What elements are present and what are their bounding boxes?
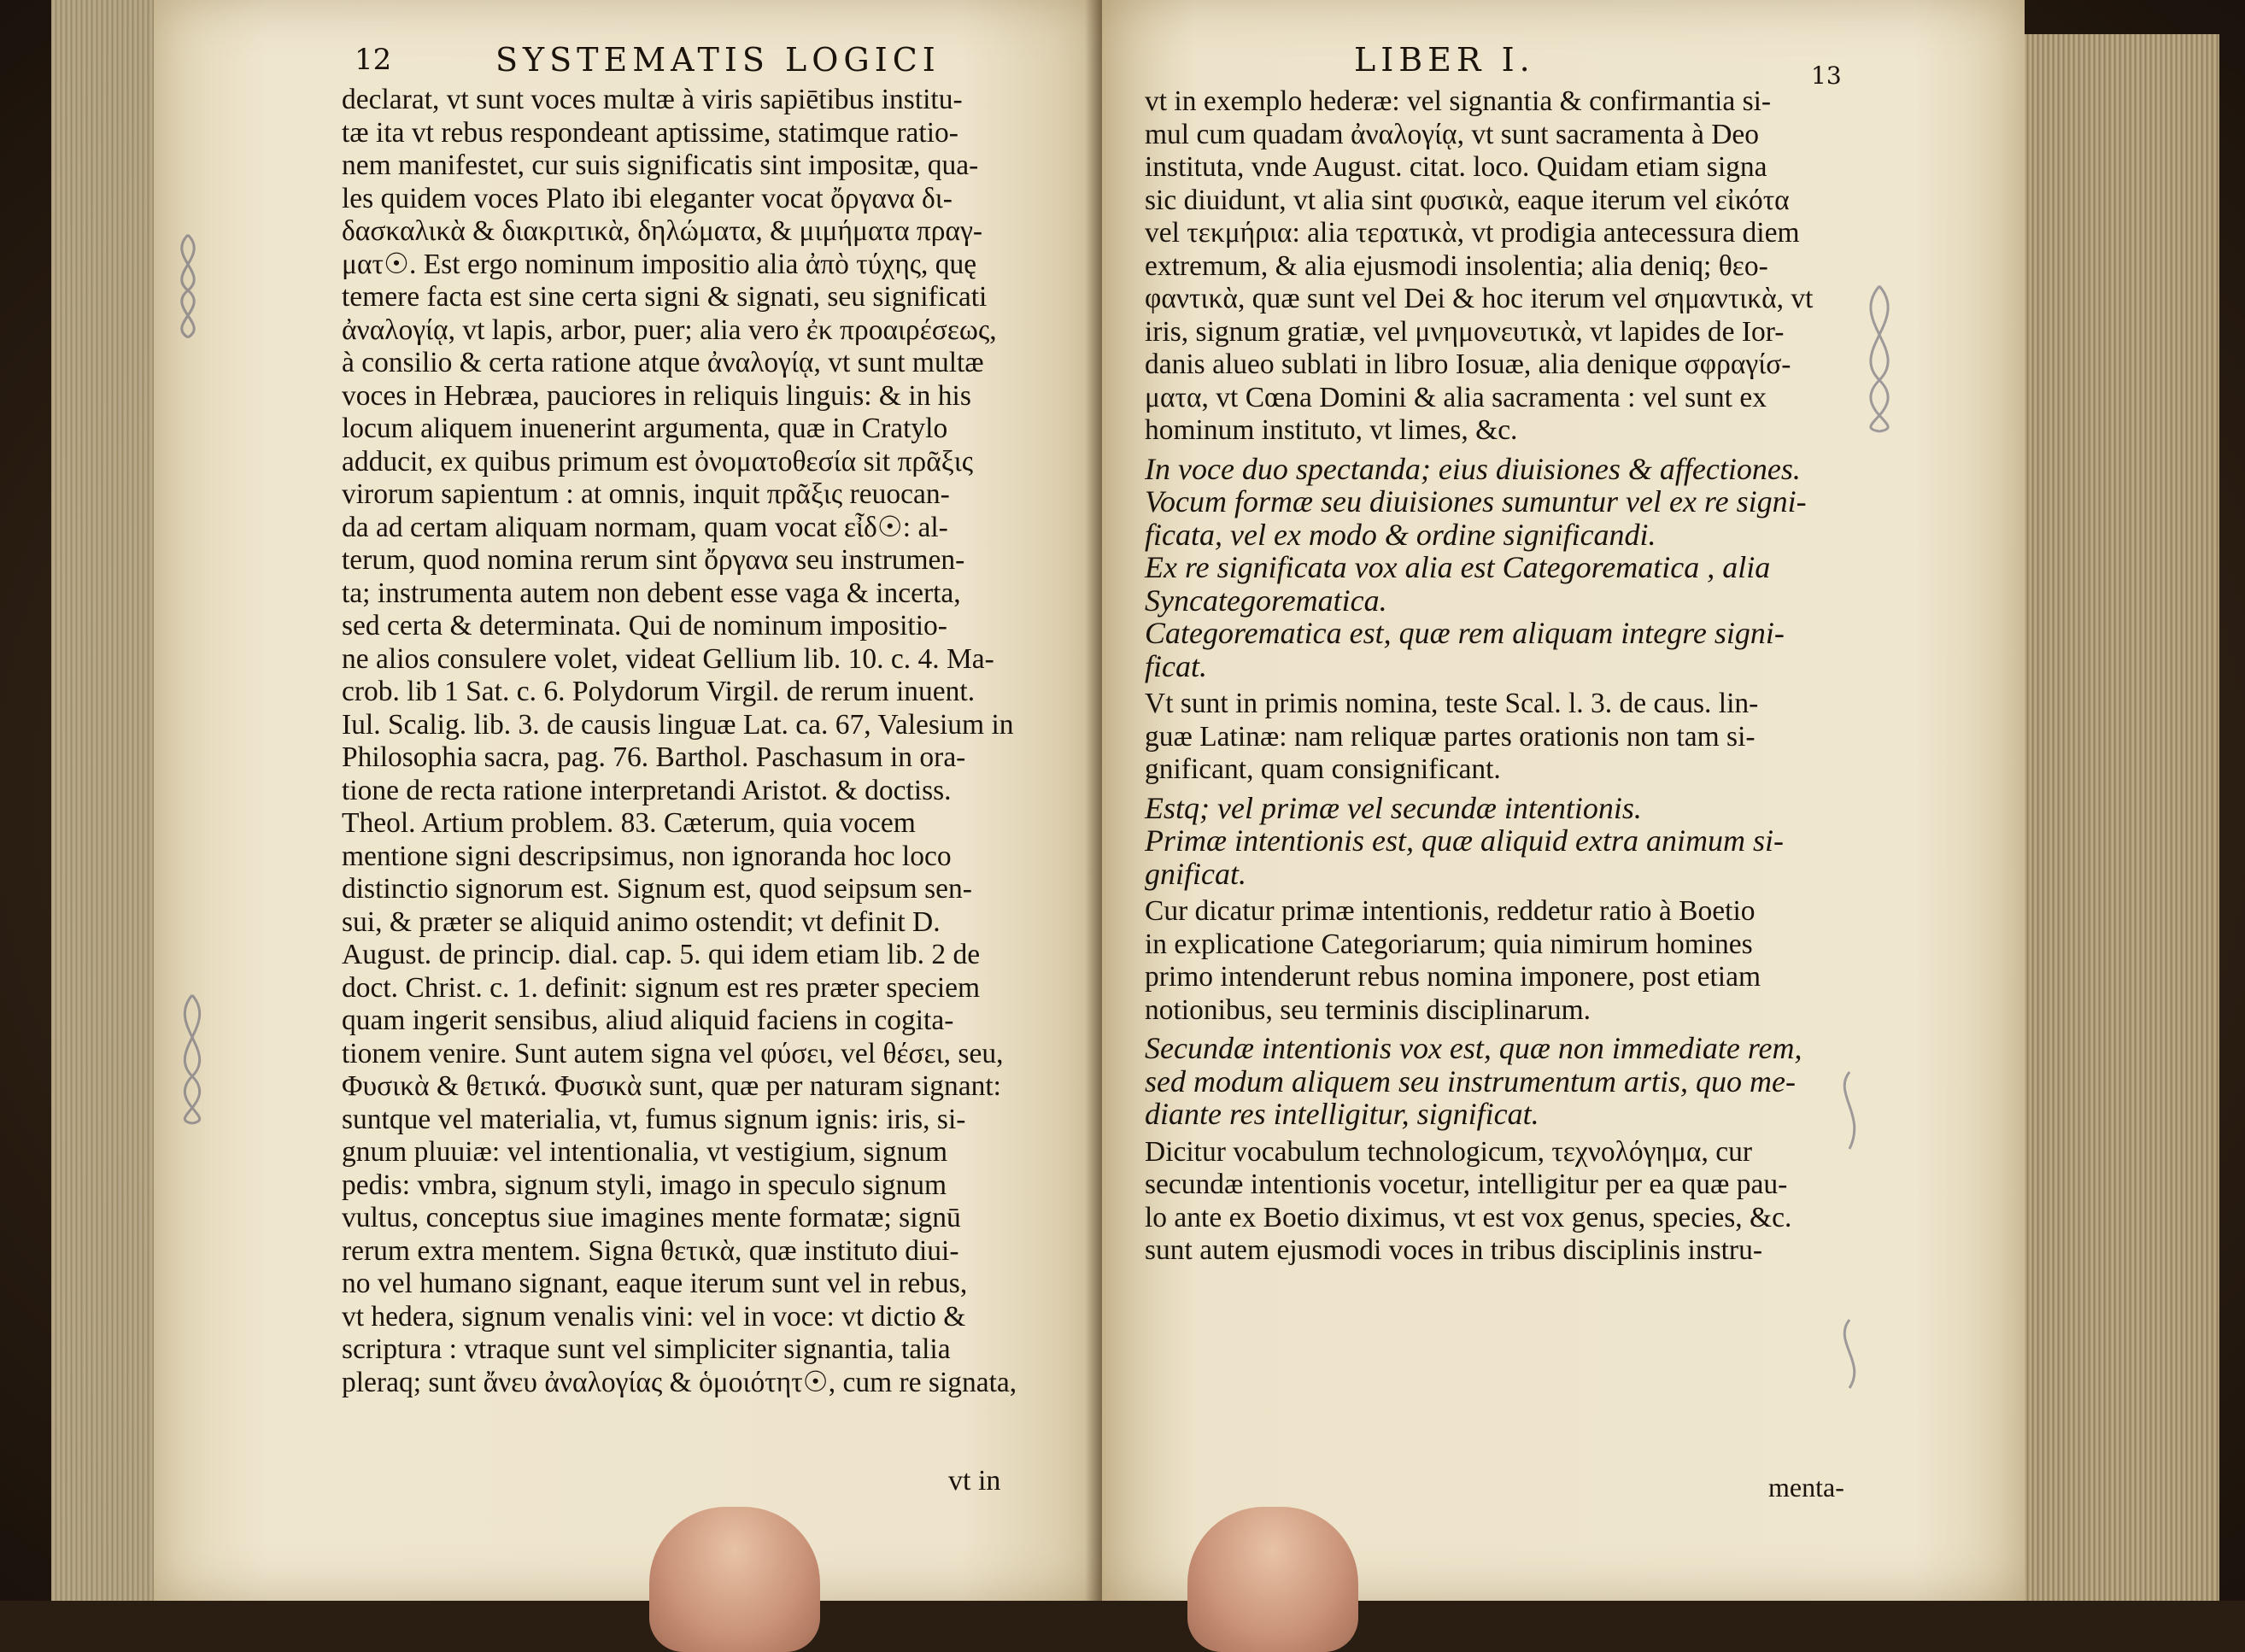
right-catchword: menta- (1768, 1472, 1844, 1503)
margin-doodle-right-mid (1828, 1068, 1871, 1153)
left-page-number: 12 (355, 43, 392, 77)
right-text-line: Ex re significata vox alia est Categorematica , alia (1145, 550, 1771, 584)
right-text-line: sic diuidunt, vt alia sint φυσικὰ, eaque iterum vel εἰκότα (1145, 184, 1790, 216)
left-text-line: adducit, ex quibus primum est ὀνοματοθεσία sit πρᾶξις (342, 445, 974, 477)
right-page (1102, 0, 2025, 1601)
right-text-line: sed modum aliquem seu instrumentum artis, quo me- (1145, 1063, 1796, 1098)
right-running-head: LIBER I. (1354, 41, 1535, 79)
left-text-line: ἀναλογίᾳ, vt lapis, arbor, puer; alia vero ἐκ προαιρέσεως, (342, 313, 997, 346)
left-text-line: distinctio signorum est. Signum est, quod seipsum sen- (342, 873, 972, 905)
left-text-line: pleraq; sunt ἄνευ ἀναλογίας & ὁμοιότητ☉, cum re signata, (342, 1366, 1017, 1398)
left-text-line: scriptura : vtraque sunt vel simpliciter signantia, talia (342, 1333, 951, 1365)
left-page (154, 0, 1102, 1601)
left-text-line: δασκαλικὰ & διακριτικὰ, δηλώματα, & μιμήματα πραγ- (342, 215, 983, 247)
left-text-line: voces in Hebræa, pauciores in reliquis linguis: & in his (342, 379, 971, 412)
margin-doodle-left-top (162, 231, 214, 342)
left-text-line: gnum pluuiæ: vel intentionalia, vt vestigium, signum (342, 1136, 948, 1168)
right-text-line: Dicitur vocabulum technologicum, τεχνολόγημα, cur (1145, 1135, 1752, 1168)
left-text-line: pedis: vmbra, signum styli, imago in speculo signum (342, 1169, 947, 1201)
margin-doodle-left-bottom (162, 991, 222, 1128)
right-text-line: guæ Latinæ: nam reliquæ partes orationis non tam si- (1145, 720, 1756, 753)
right-text-line: In voce duo spectanda; eius diuisiones & affectiones. (1145, 451, 1801, 486)
right-text-line: vel τεκμήρια: alia τερατικὰ, vt prodigia antecessura diem (1145, 217, 1800, 249)
left-text-line: Theol. Artium problem. 83. Cæterum, quia vocem (342, 807, 916, 839)
left-text-line: locum aliquem inuenerint argumenta, quæ in Cratylo (342, 413, 948, 444)
right-text-line: ficata, vel ex modo & ordine significandi. (1145, 517, 1656, 552)
left-text-line: da ad certam aliquam normam, quam vocat εἶδ☉: al- (342, 511, 948, 543)
left-text-line: Iul. Scalig. lib. 3. de causis linguæ Lat. ca. 67, Valesium in (342, 708, 1014, 741)
right-text-line: extremum, & alia ejusmodi insolentia; alia deniq; θεο- (1145, 249, 1768, 282)
left-text-line: Philosophia sacra, pag. 76. Barthol. Paschasum in ora- (342, 741, 966, 773)
left-text-line: nem manifestet, cur suis significatis sint impositæ, qua- (342, 149, 979, 181)
right-text-line: Vocum formæ seu diuisiones sumuntur vel ex re signi- (1145, 484, 1807, 518)
left-text-line: mentione signi descripsimus, non ignoranda hoc loco (342, 840, 952, 872)
left-text-line: les quidem voces Plato ibi eleganter vocat ὄργανα δι- (342, 182, 953, 214)
right-text-line: Primæ intentionis est, quæ aliquid extra animum si- (1145, 823, 1784, 858)
left-text-line: doct. Christ. c. 1. definit: signum est res præter speciem (342, 971, 981, 1004)
right-text-line: lo ante ex Boetio diximus, vt est vox genus, species, &c. (1145, 1201, 1792, 1233)
left-text-line: sui, & præter se aliquid animo ostendit; vt definit D. (342, 905, 941, 938)
left-text-line: suntque vel materialia, vt, fumus signum ignis: iris, si- (342, 1103, 966, 1135)
right-text-line: gnificat. (1145, 856, 1246, 891)
right-text-line: Estq; vel primæ vel secundæ intentionis. (1145, 790, 1642, 825)
left-text-line: declarat, vt sunt voces multæ à viris sapiētibus institu- (342, 84, 963, 115)
left-text-line: ta; instrumenta autem non debent esse vaga & incerta, (342, 577, 961, 609)
left-text-line: August. de princip. dial. cap. 5. qui idem etiam lib. 2 de (342, 939, 981, 970)
right-body-text (1145, 85, 1813, 1268)
right-text-line: Syncategorematica. (1145, 583, 1387, 618)
right-text-line: secundæ intentionis vocetur, intelligitur per ea quæ pau- (1145, 1169, 1788, 1200)
right-page-number: 13 (1811, 62, 1842, 90)
left-text-line: tione de recta ratione interpretandi Aristot. & doctiss. (342, 774, 952, 806)
left-text-line: no vel humano signant, eaque iterum sunt vel in rebus, (342, 1268, 968, 1299)
right-text-line: iris, signum gratiæ, vel μνημονευτικὰ, vt lapides de Ior- (1145, 315, 1785, 348)
left-text-line: ματ☉. Est ergo nominum impositio alia ἀπὸ τύχης, quę (342, 248, 977, 280)
right-text-line: gnificant, quam consignificant. (1145, 753, 1501, 785)
left-text-line: ne alios consulere volet, videat Gellium lib. 10. c. 4. Ma- (342, 642, 994, 675)
margin-doodle-right-top (1845, 282, 1914, 436)
right-text-line: hominum instituto, vt limes, &c. (1145, 414, 1518, 446)
left-text-line: vultus, conceptus siue imagines mente formatæ; signū (342, 1202, 961, 1233)
left-catchword: vt in (948, 1465, 1001, 1497)
left-running-head: SYSTEMATIS LOGICI (495, 41, 941, 79)
right-text-line: Vt sunt in primis nomina, teste Scal. l. 3. de caus. lin- (1145, 688, 1759, 719)
right-text-line: φαντικὰ, quæ sunt vel Dei & hoc iterum vel σημαντικὰ, vt (1145, 283, 1814, 314)
left-text-line: crob. lib 1 Sat. c. 6. Polydorum Virgil. de rerum inuent. (342, 676, 976, 707)
right-text-line: ficat. (1145, 648, 1207, 683)
left-text-line: vt hedera, signum venalis vini: vel in voce: vt dictio & (342, 1300, 966, 1333)
right-text-line: danis alueo sublati in libro Iosuæ, alia denique σφραγίσ- (1145, 349, 1791, 380)
right-page-edges (2023, 34, 2219, 1601)
right-text-line: in explicatione Categoriarum; quia nimirum homines (1145, 928, 1753, 960)
right-text-line: instituta, vnde August. citat. loco. Quidam etiam signa (1145, 151, 1767, 183)
left-text-line: quam ingerit sensibus, aliud aliquid faciens in cogita- (342, 1005, 954, 1036)
right-text-line: Categorematica est, quæ rem aliquam integre signi- (1145, 616, 1785, 650)
left-text-line: terum, quod nomina rerum sint ὄργανα seu instrumen- (342, 544, 965, 576)
right-text-line: sunt autem ejusmodi voces in tribus disciplinis instru- (1145, 1234, 1762, 1266)
left-text-line: virorum sapientum : at omnis, inquit πρᾶξις reuocan- (342, 478, 950, 510)
left-body-text (342, 84, 1017, 1399)
right-text-line: Secundæ intentionis vox est, quæ non immediate rem, (1145, 1031, 1802, 1065)
left-text-line: à consilio & certa ratione atque ἀναλογίᾳ, vt sunt multæ (342, 347, 984, 378)
left-text-line: Φυσικὰ & θετικά. Φυσικὰ sunt, quæ per naturam signant: (342, 1070, 1001, 1102)
margin-doodle-right-bottom (1828, 1315, 1871, 1392)
left-text-line: tionem venire. Sunt autem signa vel φύσει, vel θέσει, seu, (342, 1037, 1004, 1069)
right-thumb (1187, 1507, 1358, 1652)
left-text-line: sed certa & determinata. Qui de nominum impositio- (342, 610, 947, 641)
right-text-line: Cur dicatur primæ intentionis, reddetur ratio à Boetio (1145, 895, 1756, 927)
right-text-line: diante res intelligitur, significat. (1145, 1097, 1539, 1131)
right-text-line: primo intenderunt rebus nomina imponere, post etiam (1145, 961, 1761, 993)
left-text-line: rerum extra mentem. Signa θετικὰ, quæ instituto diui- (342, 1234, 959, 1267)
right-text-line: notionibus, seu terminis disciplinarum. (1145, 993, 1591, 1026)
right-text-line: vt in exemplo hederæ: vel signantia & confirmantia si- (1145, 85, 1772, 117)
right-text-line: ματα, vt Cœna Domini & alia sacramenta : vel sunt ex (1145, 381, 1767, 413)
left-thumb (649, 1507, 820, 1652)
right-text-line: mul cum quadam ἀναλογίᾳ, vt sunt sacramenta à Deo (1145, 118, 1760, 150)
left-text-line: temere facta est sine certa signi & signati, seu significati (342, 281, 988, 313)
left-text-line: tæ ita vt rebus respondeant aptissime, statimque ratio- (342, 116, 958, 149)
